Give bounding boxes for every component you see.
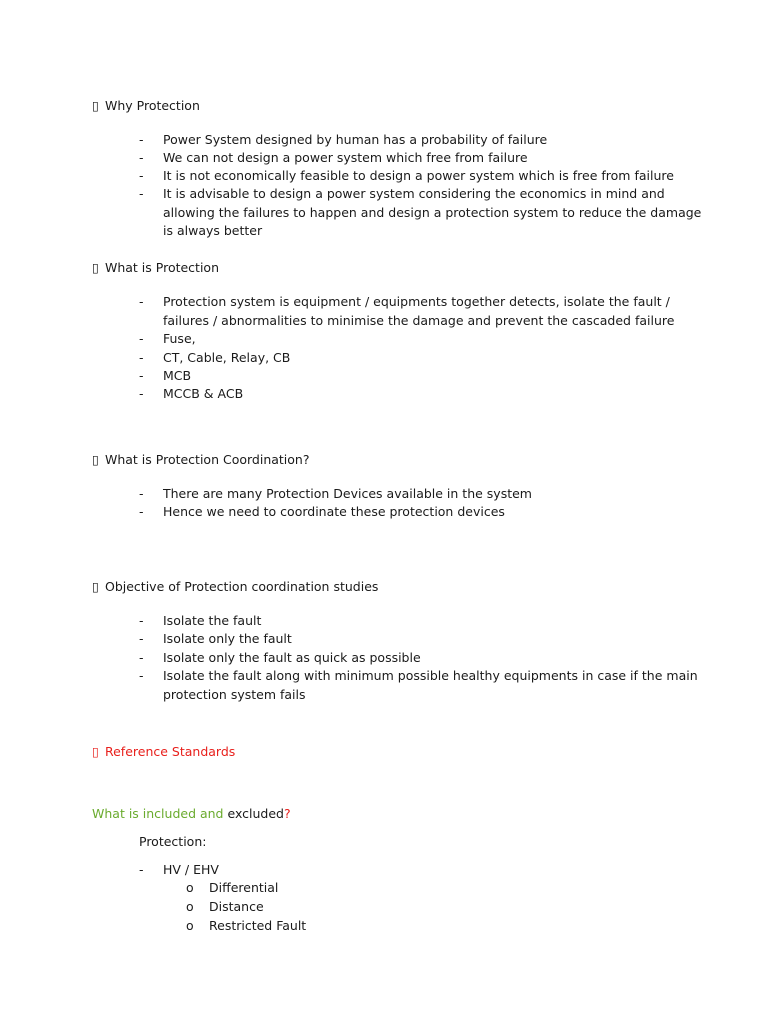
dash-bullet: -	[139, 613, 144, 628]
dash-bullet: -	[139, 132, 144, 147]
heading-text: Reference Standards	[104, 744, 236, 759]
circle-bullet-icon: o	[186, 880, 194, 895]
list-item-text: Power System designed by human has a probability of failure	[163, 132, 548, 147]
heading-text: What is Protection	[104, 260, 219, 275]
dash-bullet: -	[139, 631, 144, 646]
dash-bullet: -	[139, 650, 144, 665]
square-bullet-icon: ▯	[92, 452, 99, 467]
square-bullet-icon: ▯	[92, 579, 99, 594]
list-item-text: Hence we need to coordinate these protection devices	[163, 504, 505, 519]
list-item-text: There are many Protection Devices available in the system	[163, 486, 532, 501]
list-item-text: MCB	[163, 368, 192, 383]
dash-bullet: -	[139, 486, 144, 501]
dash-bullet: -	[139, 331, 144, 346]
section-heading-objective	[92, 579, 378, 594]
section-heading-what	[92, 260, 219, 275]
list-item-text: Isolate the fault	[163, 613, 262, 628]
list-item-text: Protection system is equipment / equipments together detects, isolate the fault /	[163, 294, 670, 309]
circle-bullet-icon: o	[186, 918, 194, 933]
dash-bullet: -	[139, 294, 144, 309]
list-item-text: We can not design a power system which free from failure	[163, 150, 528, 165]
list-item-continuation: is always better	[163, 223, 263, 238]
circle-bullet-icon: o	[186, 899, 194, 914]
list-item-continuation: allowing the failures to happen and design a protection system to reduce the damage	[163, 205, 702, 220]
section-heading-standards	[92, 744, 235, 759]
dash-bullet: -	[139, 368, 144, 383]
sub-list-item-text: Restricted Fault	[209, 918, 307, 933]
list-item-text: Isolate only the fault	[163, 631, 292, 646]
square-bullet-icon: ▯	[92, 744, 99, 759]
heading-text-excluded: excluded	[227, 806, 284, 821]
list-item-text: HV / EHV	[163, 862, 219, 877]
heading-text: What is Protection Coordination?	[104, 452, 310, 467]
dash-bullet: -	[139, 862, 144, 877]
list-item-text: Fuse,	[163, 331, 196, 346]
dash-bullet: -	[139, 186, 144, 201]
list-item-text: MCCB & ACB	[163, 386, 244, 401]
list-item-continuation: protection system fails	[163, 687, 306, 702]
list-item-text: It is not economically feasible to design a power system which is free from failure	[163, 168, 674, 183]
sub-list-item-text: Distance	[209, 899, 264, 914]
dash-bullet: -	[139, 168, 144, 183]
protection-label: Protection:	[139, 834, 207, 849]
section-heading-why	[92, 98, 200, 113]
list-item-continuation: failures / abnormalities to minimise the damage and prevent the cascaded failure	[163, 313, 675, 328]
list-item-text: CT, Cable, Relay, CB	[163, 350, 291, 365]
square-bullet-icon: ▯	[92, 260, 99, 275]
dash-bullet: -	[139, 150, 144, 165]
dash-bullet: -	[139, 668, 144, 683]
heading-text: Objective of Protection coordination studies	[104, 579, 379, 594]
square-bullet-icon: ▯	[92, 98, 99, 113]
list-item-text: Isolate only the fault as quick as possible	[163, 650, 421, 665]
dash-bullet: -	[139, 504, 144, 519]
list-item-text: It is advisable to design a power system considering the economics in mind and	[163, 186, 665, 201]
dash-bullet: -	[139, 386, 144, 401]
section-heading-coordination	[92, 452, 309, 467]
heading-text-green: What is included and	[92, 806, 228, 821]
section-heading-included	[92, 806, 291, 821]
list-item-text: Isolate the fault along with minimum possible healthy equipments in case if the main	[163, 668, 698, 683]
dash-bullet: -	[139, 350, 144, 365]
heading-question-mark: ?	[283, 806, 291, 821]
heading-text: Why Protection	[104, 98, 200, 113]
sub-list-item-text: Differential	[209, 880, 279, 895]
